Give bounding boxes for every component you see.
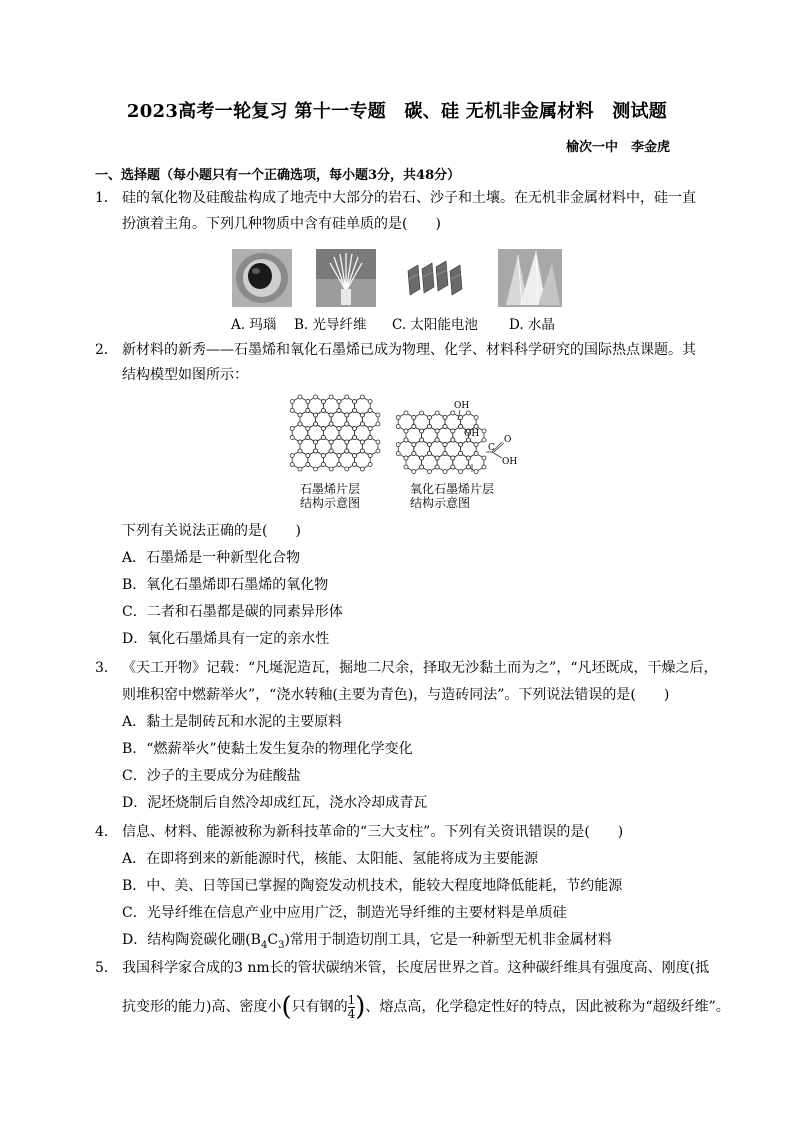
- q3-option-a: A．黏土是制砖瓦和水泥的主要原料: [122, 714, 343, 730]
- carbon-atom: [329, 467, 333, 471]
- carbon-atom: [474, 443, 478, 447]
- carbon-atom: [329, 413, 333, 417]
- carbon-atom: [427, 452, 431, 456]
- carbon-atom: [459, 452, 463, 456]
- q3-number: 3．: [95, 660, 118, 676]
- carbon-atom: [290, 400, 294, 404]
- carbon-atom: [396, 425, 400, 429]
- agate-photo: [232, 249, 292, 307]
- hex-ring: [308, 451, 324, 469]
- carbon-atom: [314, 467, 318, 471]
- fig2-caption-1: 氧化石墨烯片层: [410, 482, 495, 496]
- fig1-caption-2: 结构示意图: [300, 496, 361, 510]
- carbon-atom: [306, 454, 310, 458]
- author-line: 榆次一中 李金虎: [565, 140, 670, 155]
- o-label: O: [504, 435, 512, 445]
- carbon-atom: [396, 416, 400, 420]
- carbon-atom: [466, 411, 470, 415]
- carbon-atom: [412, 425, 416, 429]
- carbon-atom: [298, 422, 302, 426]
- q3-line1: 《天工开物》记载：“凡埏泥造瓦，掘地二尺余，择取无沙黏土而为之”，“凡坯既成，干燥之后，: [122, 660, 718, 676]
- hex-ring: [292, 451, 308, 469]
- carbon-atom: [459, 443, 463, 447]
- carbon-atom: [443, 425, 447, 429]
- q2-stem: 下列有关说法正确的是( ): [122, 523, 301, 539]
- q2-line2: 结构模型如图所示：: [122, 367, 248, 383]
- carbon-atom: [337, 427, 341, 431]
- carbon-atom: [412, 452, 416, 456]
- carbon-atom: [368, 400, 372, 404]
- carbon-atom: [376, 440, 380, 444]
- carbon-atom: [368, 436, 372, 440]
- carbon-atom: [474, 425, 478, 429]
- hex-ring: [437, 454, 453, 472]
- q3-option-b: B．“燃薪举火”使黏土发生复杂的物理化学变化: [122, 741, 413, 757]
- carbon-atom: [314, 440, 318, 444]
- q1-caption-b: B. 光导纤维: [294, 317, 367, 333]
- q3-line2: 则堆积窑中燃薪举火”，“浇水转釉(主要为青色)，与造砖同法”。下列说法错误的是( ): [122, 687, 670, 703]
- q4-number: 4．: [95, 824, 118, 840]
- carbon-atom: [337, 463, 341, 467]
- carbon-atom: [345, 440, 349, 444]
- carbon-atom: [345, 449, 349, 453]
- page-title: 2023高考一轮复习 第十一专题 碳、硅 无机非金属材料 测试题: [126, 101, 668, 122]
- carbon-atom: [321, 400, 325, 404]
- carbon-atom: [451, 438, 455, 442]
- q1-caption-d: D. 水晶: [509, 317, 555, 333]
- fig2-caption-2: 结构示意图: [410, 496, 471, 510]
- carbon-atom: [435, 411, 439, 415]
- carbon-atom: [314, 395, 318, 399]
- carbon-atom: [427, 470, 431, 474]
- carbon-atom: [451, 465, 455, 469]
- carbon-atom: [321, 463, 325, 467]
- carbon-atom: [412, 443, 416, 447]
- q1-number: 1．: [95, 190, 118, 206]
- carbon-atom: [376, 413, 380, 417]
- carbon-atom: [376, 422, 380, 426]
- carbon-atom: [360, 422, 364, 426]
- q2-option-c: C．二者和石墨都是碳的同素异形体: [122, 604, 343, 620]
- carbon-atom: [459, 425, 463, 429]
- carbon-atom: [420, 438, 424, 442]
- q2-number: 2．: [95, 342, 118, 358]
- carbon-atom: [420, 411, 424, 415]
- carbon-atom: [396, 443, 400, 447]
- oh-label-3: OH: [502, 457, 518, 467]
- carbon-atom: [321, 409, 325, 413]
- carbon-atom: [306, 436, 310, 440]
- oh-label-2: OH: [464, 429, 480, 439]
- carbon-atom: [337, 454, 341, 458]
- hex-ring: [406, 454, 422, 472]
- carbon-atom: [435, 429, 439, 433]
- carbon-atom: [368, 463, 372, 467]
- carbon-atom: [360, 440, 364, 444]
- carbon-atom: [451, 429, 455, 433]
- carbon-atom: [420, 465, 424, 469]
- q5-number: 5．: [95, 960, 118, 976]
- carbon-atom: [298, 440, 302, 444]
- q4-option-a: A．在即将到来的新能源时代，核能、太阳能、氢能将成为主要能源: [122, 851, 539, 867]
- q4-option-c: C．光导纤维在信息产业中应用广泛，制造光导纤维的主要材料是单质硅: [122, 905, 567, 921]
- carbon-atom: [329, 449, 333, 453]
- q1-caption-c: C. 太阳能电池: [392, 317, 478, 333]
- carbon-atom: [298, 449, 302, 453]
- hex-ring: [468, 454, 484, 472]
- carbon-atom: [420, 429, 424, 433]
- q4-option-d: D．结构陶瓷碳化硼$(B_4C_3)$常用于制造切削工具，它是一种新型无机非金属材料: [122, 932, 612, 951]
- carbon-atom: [482, 438, 486, 442]
- carbon-atom: [404, 411, 408, 415]
- q5-line2: 抗变形的能力)高、密度小(只有钢的 $\frac{1}{4}$ )、熔点高，化学稳定性好的特点，因此被称为“超级纤维”。: [122, 992, 730, 1022]
- carbon-atom: [345, 395, 349, 399]
- carbon-atom: [321, 436, 325, 440]
- section-heading: 一、选择题（每小题只有一个正确选项，每小题3分，共48分）: [95, 168, 461, 183]
- carbon-atom: [427, 416, 431, 420]
- fig1-caption-1: 石墨烯片层: [300, 482, 361, 496]
- q4-option-b: B．中、美、日等国已掌握的陶瓷发动机技术，能较大程度地降低能耗，节约能源: [122, 878, 623, 894]
- carbon-atom: [290, 436, 294, 440]
- q5-line1: 我国科学家合成的3 nm长的管状碳纳米管，长度居世界之首。这种碳纤维具有强度高、刚度(抵: [122, 960, 710, 976]
- crystal-photo: [498, 249, 562, 307]
- carbon-atom: [329, 440, 333, 444]
- carbon-atom: [396, 452, 400, 456]
- carbon-atom: [360, 449, 364, 453]
- carbon-atom: [353, 409, 357, 413]
- carbon-atom: [321, 454, 325, 458]
- carbon-atom: [482, 429, 486, 433]
- hex-ring: [453, 454, 469, 472]
- carbon-atom: [435, 465, 439, 469]
- carbon-atom: [290, 427, 294, 431]
- carbon-atom: [290, 409, 294, 413]
- carbon-atom: [353, 436, 357, 440]
- carbon-atom: [360, 467, 364, 471]
- carbon-atom: [321, 427, 325, 431]
- q3-option-c: C．沙子的主要成分为硅酸盐: [122, 768, 301, 784]
- carbon-atom: [482, 465, 486, 469]
- q1-caption-a: A. 玛瑙: [231, 317, 277, 333]
- carbon-atom: [412, 470, 416, 474]
- carbon-atom: [360, 413, 364, 417]
- carbon-atom: [459, 470, 463, 474]
- carbon-atom: [298, 413, 302, 417]
- carbon-atom: [435, 438, 439, 442]
- q2-option-b: B．氧化石墨烯即石墨烯的氧化物: [122, 577, 329, 593]
- carbon-atom: [306, 463, 310, 467]
- carbon-atom: [306, 409, 310, 413]
- q2-option-a: A．石墨烯是一种新型化合物: [122, 550, 301, 566]
- oh-label-1: OH: [454, 401, 470, 411]
- carbon-atom: [353, 427, 357, 431]
- carbon-atom: [345, 467, 349, 471]
- carbon-atom: [306, 400, 310, 404]
- carbon-atom: [314, 449, 318, 453]
- carbon-atom: [435, 456, 439, 460]
- carbon-atom: [443, 416, 447, 420]
- graphene-structure-diagram: [286, 394, 382, 474]
- carbon-atom: [306, 427, 310, 431]
- carbon-atom: [337, 409, 341, 413]
- carbon-atom: [466, 456, 470, 460]
- carbon-atom: [353, 400, 357, 404]
- carbon-atom: [345, 413, 349, 417]
- carbon-atom: [290, 454, 294, 458]
- carbon-atom: [404, 429, 408, 433]
- c-label: C: [488, 443, 495, 453]
- carbon-atom: [466, 465, 470, 469]
- carbon-atom: [337, 400, 341, 404]
- q4-line1: 信息、材料、能源被称为新科技革命的“三大支柱”。下列有关资讯错误的是( ): [122, 824, 624, 840]
- carbon-atom: [345, 422, 349, 426]
- carbon-atom: [368, 427, 372, 431]
- carbon-atom: [474, 470, 478, 474]
- q2-option-d: D．氧化石墨烯具有一定的亲水性: [122, 631, 330, 647]
- carbon-atom: [443, 452, 447, 456]
- carbon-atom: [360, 395, 364, 399]
- carbon-atom: [443, 470, 447, 474]
- optical-fiber-photo: [316, 249, 376, 307]
- carbon-atom: [482, 456, 486, 460]
- carbon-atom: [404, 465, 408, 469]
- carbon-atom: [427, 425, 431, 429]
- carbon-atom: [298, 467, 302, 471]
- hex-ring: [355, 451, 371, 469]
- carbon-atom: [474, 452, 478, 456]
- carbon-atom: [451, 411, 455, 415]
- q1-line1: 硅的氧化物及硅酸盐构成了地壳中大部分的岩石、沙子和土壤。在无机非金属材料中，硅一直: [122, 190, 696, 206]
- graphene-oxide-structure-diagram: [392, 394, 532, 482]
- carbon-atom: [353, 463, 357, 467]
- carbon-atom: [353, 454, 357, 458]
- carbon-atom: [427, 443, 431, 447]
- hex-ring: [323, 451, 339, 469]
- carbon-atom: [368, 454, 372, 458]
- q2-line1: 新材料的新秀——石墨烯和氧化石墨烯已成为物理、化学、材料科学研究的国际热点课题。其: [122, 342, 696, 358]
- solar-cell-photo: [404, 249, 468, 307]
- hex-ring: [422, 454, 438, 472]
- q1-line2: 扮演着主角。下列几种物质中含有硅单质的是( ): [122, 216, 441, 232]
- carbon-atom: [443, 443, 447, 447]
- carbon-atom: [420, 456, 424, 460]
- carbon-atom: [376, 449, 380, 453]
- carbon-atom: [474, 416, 478, 420]
- carbon-atom: [298, 395, 302, 399]
- q3-option-d: D．泥坯烧制后自然冷却成红瓦，浇水冷却成青瓦: [122, 795, 428, 811]
- carbon-atom: [404, 456, 408, 460]
- hex-ring: [339, 451, 355, 469]
- one-quarter-fraction: $\frac{1}{4}$: [347, 992, 356, 1021]
- carbon-atom: [451, 456, 455, 460]
- carbon-atom: [290, 463, 294, 467]
- carbon-atom: [412, 416, 416, 420]
- carbon-atom: [329, 395, 333, 399]
- carbon-atom: [329, 422, 333, 426]
- carbon-atom: [314, 422, 318, 426]
- carbon-atom: [368, 409, 372, 413]
- carbon-atom: [314, 413, 318, 417]
- carbon-atom: [404, 438, 408, 442]
- carbon-atom: [337, 436, 341, 440]
